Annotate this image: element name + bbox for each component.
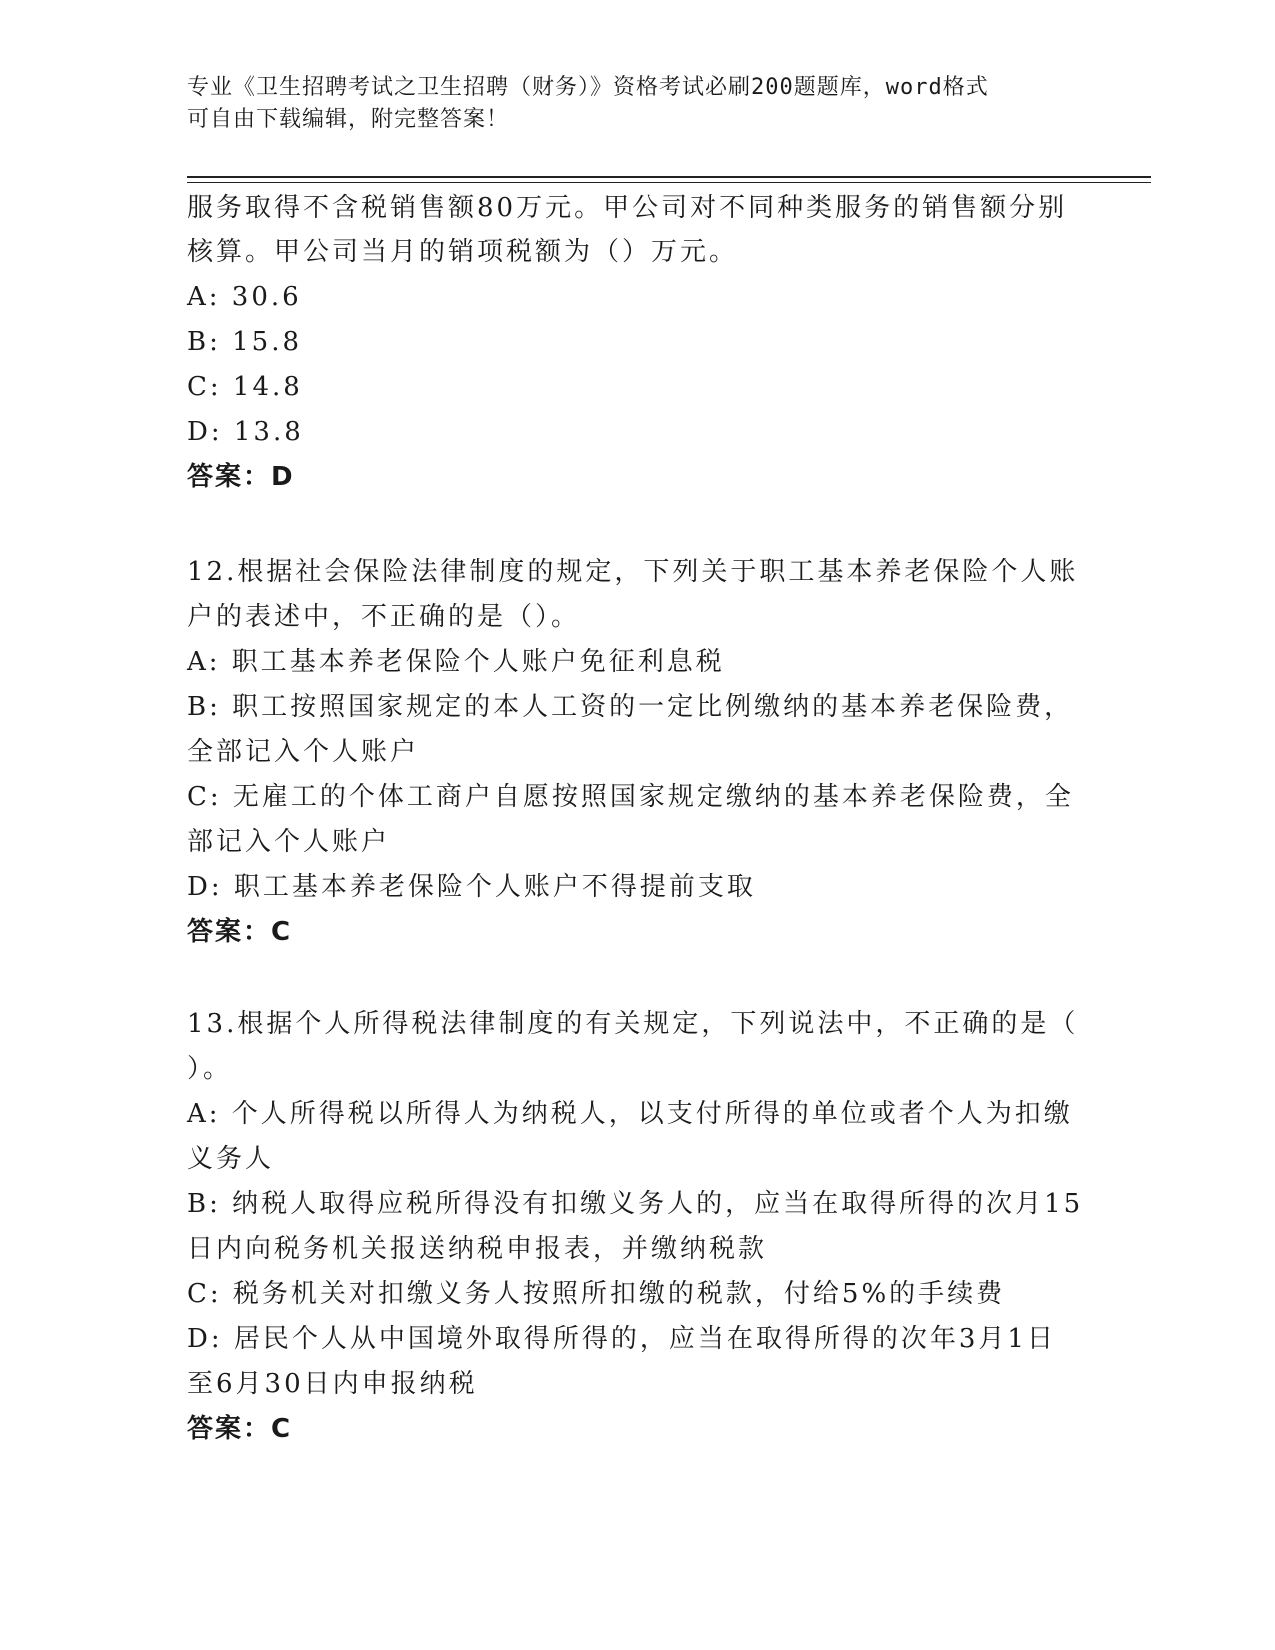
header-divider-thin <box>187 182 1151 183</box>
q11-answer: 答案：D <box>187 462 295 492</box>
q13-option-d-line-1: D: 居民个人从中国境外取得所得的，应当在取得所得的次年3月1日 <box>187 1324 1056 1354</box>
q13-stem-line-1: 13.根据个人所得税法律制度的有关规定，下列说法中，不正确的是（ <box>187 1009 1079 1039</box>
q12-answer: 答案：C <box>187 917 293 947</box>
q13-stem-line-2: ）。 <box>187 1054 233 1084</box>
q12-option-d: D: 职工基本养老保险个人账户不得提前支取 <box>187 872 756 902</box>
header-line-1: 专业《卫生招聘考试之卫生招聘（财务）》资格考试必刷200题题库，word格式 <box>187 75 989 100</box>
q11-stem-line-1: 服务取得不含税销售额80万元。甲公司对不同种类服务的销售额分别 <box>187 193 1068 223</box>
header-line-2: 可自由下载编辑，附完整答案！ <box>187 107 510 132</box>
q12-option-c-line-2: 部记入个人账户 <box>187 827 391 857</box>
q13-option-b-line-1: B: 纳税人取得应税所得没有扣缴义务人的，应当在取得所得的次月15 <box>187 1189 1084 1219</box>
q13-option-a-line-1: A: 个人所得税以所得人为纳税人，以支付所得的单位或者个人为扣缴 <box>187 1099 1073 1129</box>
q13-option-c: C: 税务机关对扣缴义务人按照所扣缴的税款，付给5%的手续费 <box>187 1279 1006 1309</box>
q13-answer: 答案：C <box>187 1414 293 1444</box>
q13-option-b-line-2: 日内向税务机关报送纳税申报表，并缴纳税款 <box>187 1234 768 1264</box>
q12-stem-line-2: 户的表述中，不正确的是（）。 <box>187 602 581 632</box>
q12-option-a: A: 职工基本养老保险个人账户免征利息税 <box>187 647 725 677</box>
header-divider-thick <box>187 176 1151 178</box>
q11-option-c: C: 14.8 <box>187 372 303 402</box>
q11-option-a: A: 30.6 <box>187 282 302 312</box>
q12-option-b-line-1: B: 职工按照国家规定的本人工资的一定比例缴纳的基本养老保险费， <box>187 692 1074 722</box>
q11-option-b: B: 15.8 <box>187 327 303 357</box>
q12-stem-line-1: 12.根据社会保险法律制度的规定，下列关于职工基本养老保险个人账 <box>187 557 1079 587</box>
q12-option-b-line-2: 全部记入个人账户 <box>187 737 420 767</box>
q11-stem-line-2: 核算。甲公司当月的销项税额为（）万元。 <box>187 237 739 267</box>
q13-option-a-line-2: 义务人 <box>187 1144 275 1174</box>
q12-option-c-line-1: C: 无雇工的个体工商户自愿按照国家规定缴纳的基本养老保险费，全 <box>187 782 1074 812</box>
q11-option-d: D: 13.8 <box>187 417 304 447</box>
q13-option-d-line-2: 至6月30日内申报纳税 <box>187 1369 478 1399</box>
document-header <box>187 72 1087 136</box>
